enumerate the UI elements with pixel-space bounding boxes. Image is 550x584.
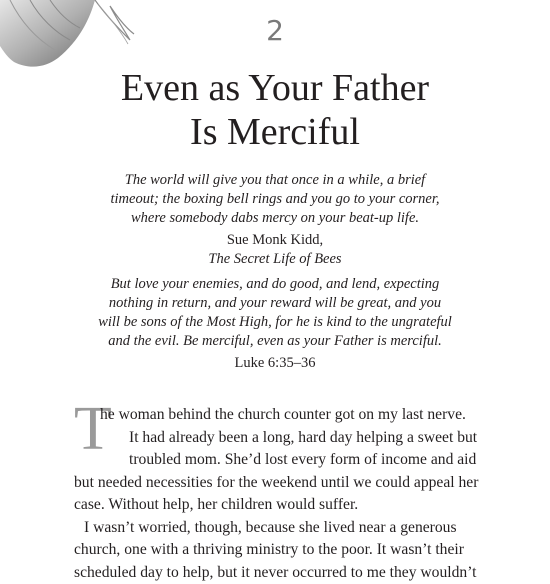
epigraph-2 bbox=[0, 275, 550, 373]
epigraph-line: and the evil. Be merciful, even as your Father is merciful. bbox=[0, 332, 550, 351]
body-line: church, one with a thriving ministry to the poor. It wasn’t their bbox=[74, 539, 476, 562]
epigraph-line: nothing in return, and your reward will be great, and you bbox=[0, 294, 550, 313]
epigraph-attribution: Sue Monk Kidd, bbox=[0, 231, 550, 250]
chapter-title bbox=[0, 66, 550, 154]
body-line: case. Without help, her children would suffer. bbox=[74, 494, 476, 517]
body-text bbox=[74, 404, 476, 584]
body-line: It had already been a long, hard day helping a sweet but bbox=[74, 427, 476, 450]
epigraph-source: The Secret Life of Bees bbox=[0, 250, 550, 269]
chapter-title-line-1: Even as Your Father bbox=[0, 66, 550, 110]
epigraph-1 bbox=[0, 171, 550, 269]
body-line: scheduled day to help, but it never occurred to me they wouldn’t bbox=[74, 562, 476, 584]
epigraph-line: will be sons of the Most High, for he is kind to the ungrateful bbox=[0, 313, 550, 332]
chapter-title-line-2: Is Merciful bbox=[0, 110, 550, 154]
epigraph-line: But love your enemies, and do good, and lend, expecting bbox=[0, 275, 550, 294]
chapter-number: 2 bbox=[0, 14, 550, 48]
body-line: but needed necessities for the weekend until we could appeal her bbox=[74, 472, 476, 495]
epigraph-line: timeout; the boxing bell rings and you go to your corner, bbox=[0, 190, 550, 209]
body-line: troubled mom. She’d lost every form of income and aid bbox=[74, 449, 476, 472]
epigraph-attribution: Luke 6:35–36 bbox=[0, 354, 550, 373]
epigraph-line: where somebody dabs mercy on your beat-up life. bbox=[0, 209, 550, 228]
epigraph-quote bbox=[0, 171, 550, 228]
epigraph-line: The world will give you that once in a while, a brief bbox=[0, 171, 550, 190]
body-line: I wasn’t worried, though, because she lived near a generous bbox=[74, 517, 476, 540]
drop-cap: T bbox=[74, 404, 112, 454]
epigraph-quote bbox=[0, 275, 550, 351]
body-line: he woman behind the church counter got on my last nerve. bbox=[74, 404, 476, 427]
